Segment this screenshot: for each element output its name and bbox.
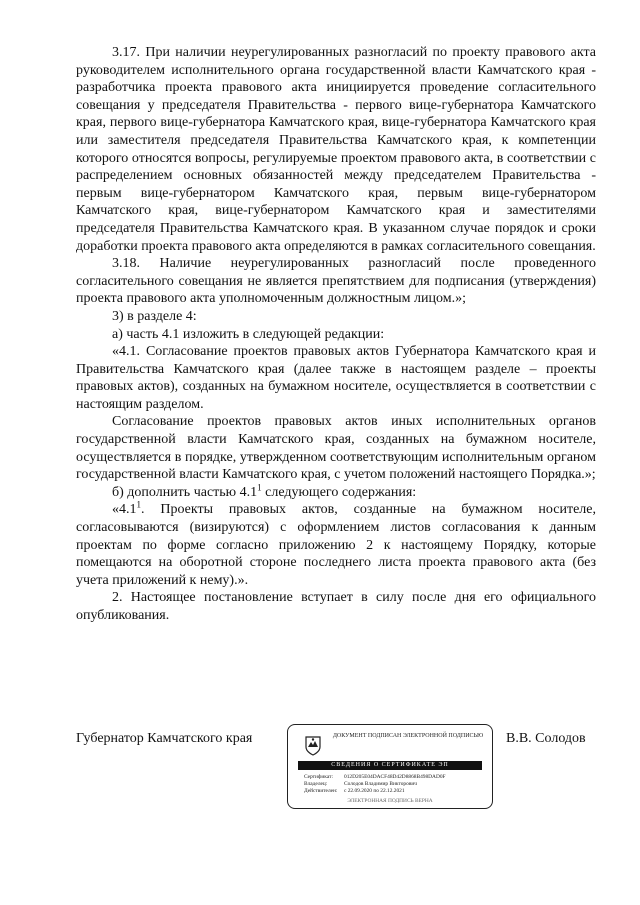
paragraph-part-b: б) дополнить частью $4.1^1$ следующего содержания: <box>112 482 417 500</box>
stamp-certificate-row <box>304 774 446 780</box>
paragraph-effective: 2. Настоящее постановление вступает в силу после дня его официального опубликования. <box>76 590 596 623</box>
paragraph-section-4: 3) в разделе 4: <box>112 308 197 324</box>
coat-of-arms-icon <box>304 735 322 757</box>
paragraph-4-1: «4.1. Согласование проектов правовых актов Губернатора Камчатского края и Правительства Камчатского края (далее также в настоящем разделе – проекты правовых актов), созданных на бумажном носителе, осуществляется в соответствии с настоящим разделом. <box>76 344 596 412</box>
valid-label: Действителен: <box>304 788 338 794</box>
valid-value: с 22.09.2020 по 22.12.2021 <box>344 788 405 794</box>
paragraph-3-17: 3.17. При наличии неурегулированных разногласий по проекту правового акта руководителем исполнительного органа государственной власти Камчатского края - разработчика проекта правового акта инициируется проведение согласительного совещания у председателя Правительства - первого вице-губернатора Камчатского края, первого вице-губернатора Камчатского края, вице-губернатора Камчатского края или заместителя председателя Правительства Камчатского края, к компетенции которого относятся вопросы, регулируемые проектом правового акта, в соответствии с распределением основных обязанностей между председателем Правительства - первым вице-губернатором Камчатского края, первым вице-губернатором Камчатского края, вице-губернатором Камчатского края и заместителями председателя Правительства Камчатского края. В указанном случае порядок и сроки доработки проекта правового акта определяются в рамках согласительного совещания. <box>76 45 596 254</box>
paragraph-part-a: а) часть 4.1 изложить в следующей редакции: <box>112 326 385 342</box>
electronic-signature-stamp <box>287 724 493 809</box>
signature-position: Губернатор Камчатского края <box>76 731 253 746</box>
stamp-owner-row <box>304 781 417 787</box>
cert-label: Сертификат: <box>304 774 333 780</box>
signature-name: В.В. Солодов <box>506 731 586 746</box>
paragraph-4-1-1: «$4.1^1$. Проекты правовых актов, созданные на бумажном носителе, согласовываются (визируются) с оформлением листов согласования к данным проектам по форме согласно приложению 2 к настоящему Порядку, которые помещаются на оборотной стороне последнего листа проекта правового акта (без учета приложений к нему).». <box>76 499 596 588</box>
paragraph-4-1-second: Согласование проектов правовых актов иных исполнительных органов государственной власти Камчатского края, созданных на бумажном носителе, осуществляется в порядке, утвержденном соответствующим исполнительным органом государственной власти Камчатского края, с учетом положений настоящего Порядка.»; <box>76 414 596 483</box>
stamp-title: ДОКУМЕНТ ПОДПИСАН ЭЛЕКТРОННОЙ ПОДПИСЬЮ <box>332 733 484 739</box>
document-body <box>76 44 596 625</box>
stamp-valid-row <box>304 788 405 794</box>
paragraph-3-18: 3.18. Наличие неурегулированных разногласий после проведенного согласительного совещания не является препятствием для подписания (утверждения) проекта правового акта уполномоченным должностным лицом.»; <box>76 256 596 307</box>
cert-value: 012D205E04DACF48D42D8868B498DAD0F <box>344 774 446 780</box>
owner-value: Солодов Владимир Викторович <box>344 781 417 787</box>
owner-label: Владелец: <box>304 781 328 787</box>
stamp-footer: ЭЛЕКТРОННАЯ ПОДПИСЬ ВЕРНА <box>347 798 433 804</box>
stamp-header: СВЕДЕНИЯ О СЕРТИФИКАТЕ ЭП <box>298 761 482 770</box>
